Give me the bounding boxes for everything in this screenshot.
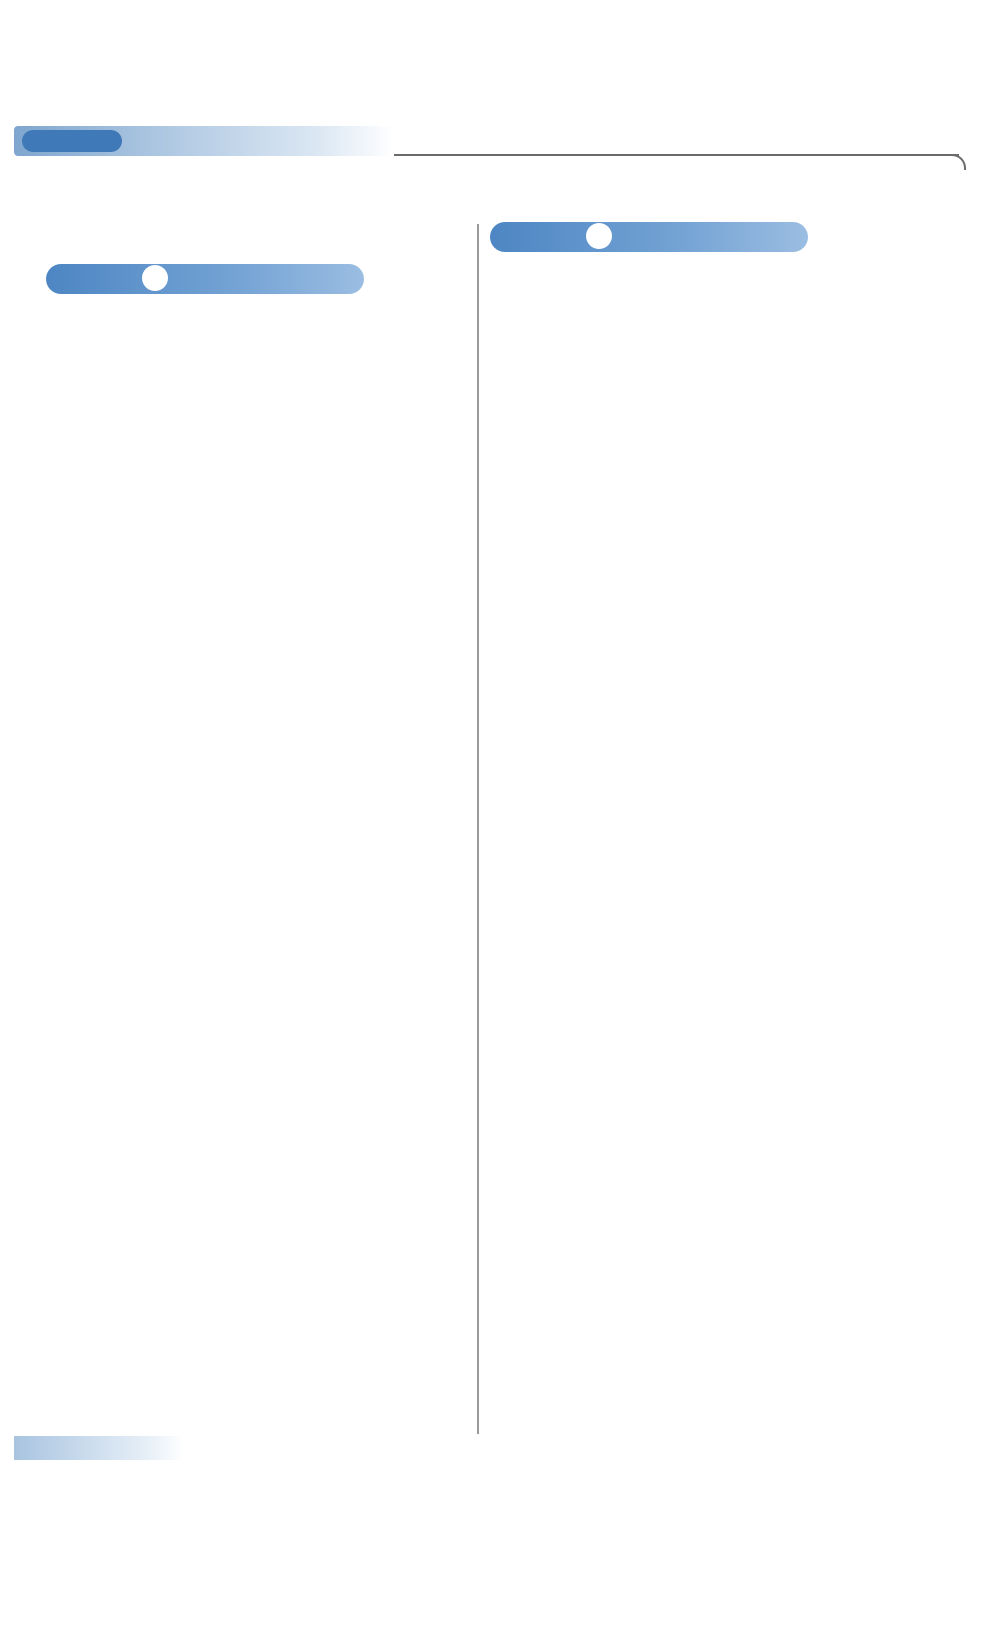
right-column [490, 220, 918, 260]
lesson-title [46, 220, 468, 262]
left-column [46, 220, 468, 302]
notebook-icon [142, 265, 168, 291]
brand-logo [22, 130, 122, 152]
banner-pill [46, 264, 364, 294]
page-header [14, 126, 966, 156]
header-band [14, 126, 394, 156]
basics-banner [46, 262, 468, 296]
header-rule-corner [950, 154, 966, 170]
banner-pill [490, 222, 808, 252]
ability-banner [490, 220, 918, 254]
page-footer [14, 1432, 434, 1462]
medal-icon [586, 223, 612, 249]
header-rule [394, 154, 959, 156]
column-divider [477, 224, 479, 1434]
footer-band [14, 1436, 184, 1460]
